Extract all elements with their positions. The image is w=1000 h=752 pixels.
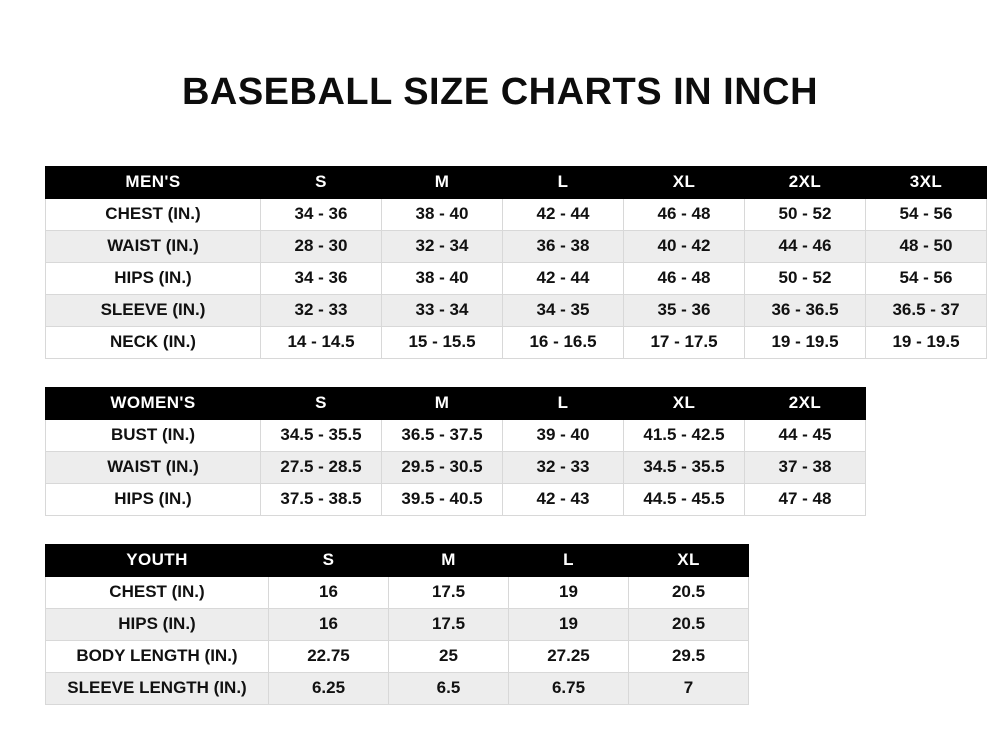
womens-size-table [45,387,866,516]
table-row [46,326,987,358]
cell: 42 - 44 [503,198,624,230]
table-row [46,483,866,515]
cell: 17 - 17.5 [624,326,745,358]
cell: 19 [509,576,629,608]
row-label: NECK (IN.) [46,326,261,358]
cell: 54 - 56 [866,198,987,230]
cell: 40 - 42 [624,230,745,262]
table-row [46,262,987,294]
cell: 16 [269,608,389,640]
cell: 25 [389,640,509,672]
cell: 33 - 34 [382,294,503,326]
cell: 36.5 - 37 [866,294,987,326]
cell: 34 - 35 [503,294,624,326]
youth-header-s: S [269,544,389,576]
mens-header-m: M [382,166,503,198]
cell: 27.25 [509,640,629,672]
table-row [46,230,987,262]
womens-header-l: L [503,387,624,419]
cell: 34.5 - 35.5 [624,451,745,483]
cell: 15 - 15.5 [382,326,503,358]
cell: 19 - 19.5 [745,326,866,358]
cell: 34 - 36 [261,198,382,230]
cell: 20.5 [629,608,749,640]
cell: 41.5 - 42.5 [624,419,745,451]
youth-table-body [46,576,749,704]
cell: 38 - 40 [382,198,503,230]
table-row [46,451,866,483]
mens-table-body [46,198,987,358]
row-label: SLEEVE LENGTH (IN.) [46,672,269,704]
cell: 44.5 - 45.5 [624,483,745,515]
table-row [46,608,749,640]
womens-table-body [46,419,866,515]
mens-table-header [46,166,987,198]
cell: 28 - 30 [261,230,382,262]
row-label: WAIST (IN.) [46,230,261,262]
cell: 16 - 16.5 [503,326,624,358]
cell: 19 - 19.5 [866,326,987,358]
cell: 36 - 36.5 [745,294,866,326]
cell: 17.5 [389,576,509,608]
cell: 6.5 [389,672,509,704]
table-row [46,640,749,672]
cell: 7 [629,672,749,704]
cell: 19 [509,608,629,640]
mens-header-3xl: 3XL [866,166,987,198]
cell: 42 - 44 [503,262,624,294]
row-label: HIPS (IN.) [46,608,269,640]
row-label: BODY LENGTH (IN.) [46,640,269,672]
cell: 29.5 - 30.5 [382,451,503,483]
youth-header-l: L [509,544,629,576]
cell: 44 - 46 [745,230,866,262]
mens-size-table [45,166,987,359]
row-label: HIPS (IN.) [46,262,261,294]
cell: 37 - 38 [745,451,866,483]
cell: 47 - 48 [745,483,866,515]
womens-header-2xl: 2XL [745,387,866,419]
youth-size-table [45,544,749,705]
mens-header-xl: XL [624,166,745,198]
cell: 36.5 - 37.5 [382,419,503,451]
cell: 38 - 40 [382,262,503,294]
table-row [46,419,866,451]
row-label: CHEST (IN.) [46,576,269,608]
cell: 17.5 [389,608,509,640]
row-label: CHEST (IN.) [46,198,261,230]
table-row [46,294,987,326]
table-row [46,672,749,704]
table-header-row [46,387,866,419]
cell: 48 - 50 [866,230,987,262]
page-title: BASEBALL SIZE CHARTS IN INCH [181,71,819,113]
womens-header-m: M [382,387,503,419]
size-tables [0,166,1000,705]
youth-header-m: M [389,544,509,576]
mens-header-s: S [261,166,382,198]
cell: 39.5 - 40.5 [382,483,503,515]
cell: 37.5 - 38.5 [261,483,382,515]
table-row [46,576,749,608]
womens-header-xl: XL [624,387,745,419]
mens-header-2xl: 2XL [745,166,866,198]
cell: 36 - 38 [503,230,624,262]
cell: 32 - 33 [503,451,624,483]
cell: 42 - 43 [503,483,624,515]
womens-header-category: WOMEN'S [46,387,261,419]
cell: 50 - 52 [745,262,866,294]
table-header-row [46,166,987,198]
cell: 16 [269,576,389,608]
womens-header-s: S [261,387,382,419]
cell: 44 - 45 [745,419,866,451]
table-spacer [45,359,955,387]
cell: 34.5 - 35.5 [261,419,382,451]
cell: 20.5 [629,576,749,608]
cell: 50 - 52 [745,198,866,230]
womens-table-header [46,387,866,419]
cell: 29.5 [629,640,749,672]
cell: 6.25 [269,672,389,704]
table-spacer [45,516,955,544]
row-label: HIPS (IN.) [46,483,261,515]
cell: 32 - 33 [261,294,382,326]
cell: 6.75 [509,672,629,704]
cell: 35 - 36 [624,294,745,326]
row-label: WAIST (IN.) [46,451,261,483]
cell: 22.75 [269,640,389,672]
row-label: BUST (IN.) [46,419,261,451]
cell: 54 - 56 [866,262,987,294]
cell: 46 - 48 [624,198,745,230]
cell: 27.5 - 28.5 [261,451,382,483]
table-header-row [46,544,749,576]
mens-header-category: MEN'S [46,166,261,198]
youth-header-category: YOUTH [46,544,269,576]
cell: 46 - 48 [624,262,745,294]
mens-header-l: L [503,166,624,198]
cell: 32 - 34 [382,230,503,262]
cell: 14 - 14.5 [261,326,382,358]
row-label: SLEEVE (IN.) [46,294,261,326]
youth-table-header [46,544,749,576]
cell: 39 - 40 [503,419,624,451]
youth-header-xl: XL [629,544,749,576]
cell: 34 - 36 [261,262,382,294]
table-row [46,198,987,230]
